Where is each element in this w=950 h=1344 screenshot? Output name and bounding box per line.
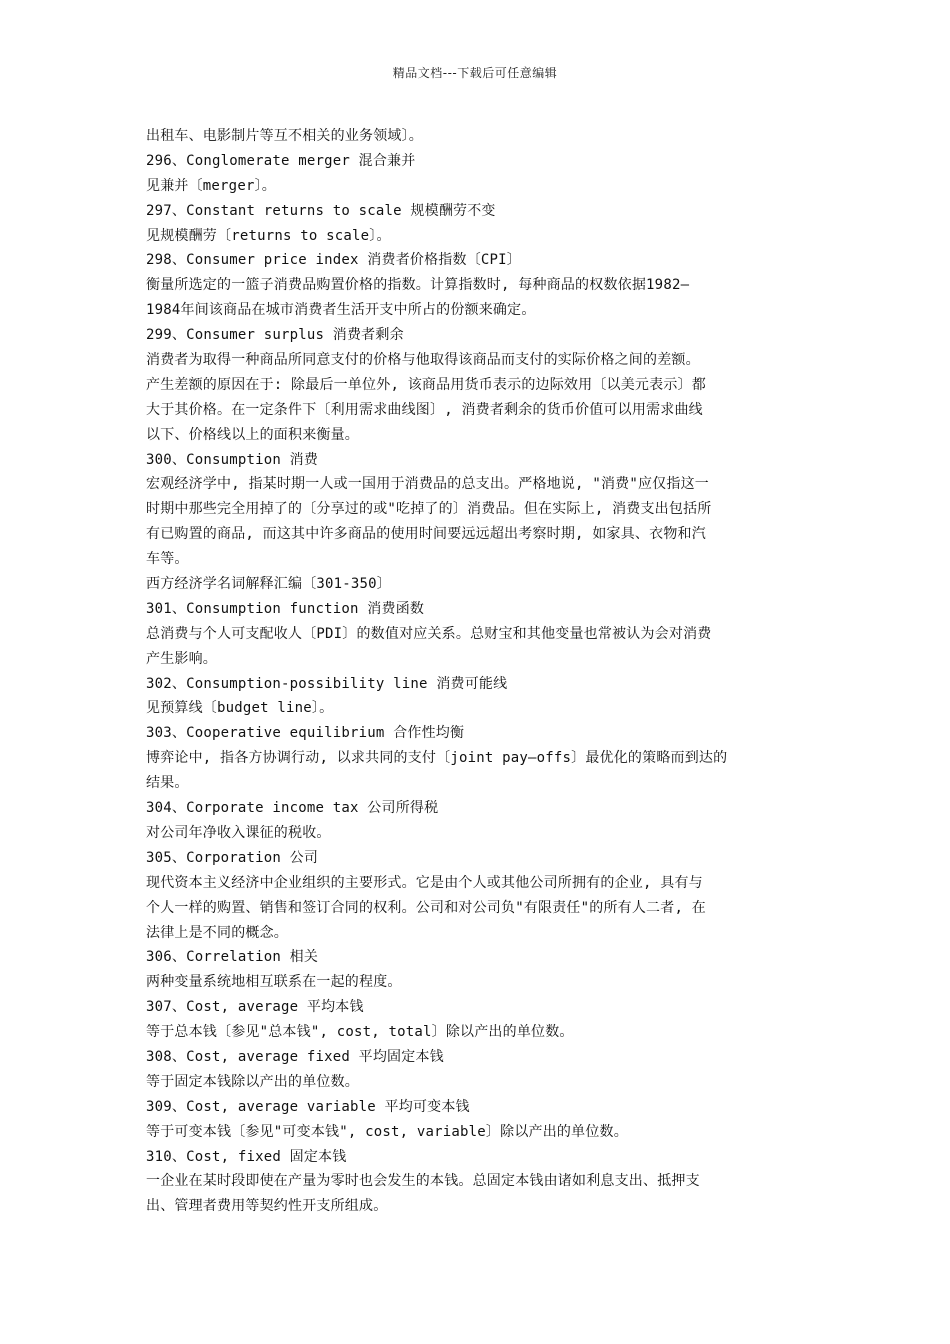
entry-heading-309: 309、Cost, average variable 平均可变本钱 [146,1098,470,1115]
entry-heading-297: 297、Constant returns to scale 规模酬劳不变 [146,202,496,219]
text-line: 出、管理者费用等契约性开支所组成。 [146,1198,388,1215]
entry-heading-303: 303、Cooperative equilibrium 合作性均衡 [146,725,465,742]
text-line: 大于其价格。在一定条件下〔利用需求曲线图〕, 消费者剩余的货币价值可以用需求曲线 [146,401,703,418]
text-line: 时期中那些完全用掉了的〔分享过的或"吃掉了的〕消费品。但在实际上, 消费支出包括所 [146,501,712,518]
text-line: 结果。 [146,775,189,792]
entry-heading-305: 305、Corporation 公司 [146,849,319,866]
entry-heading-307: 307、Cost, average 平均本钱 [146,999,364,1016]
text-line: 1984年间该商品在城市消费者生活开支中所占的份额来确定。 [146,302,536,319]
text-line: 法律上是不同的概念。 [146,924,288,941]
text-line: 对公司年净收入课征的税收。 [146,824,331,841]
text-line: 等于固定本钱除以产出的单位数。 [146,1073,359,1090]
entry-heading-299: 299、Consumer surplus 消费者剩余 [146,327,404,344]
text-line: 博弈论中, 指各方协调行动, 以求共同的支付〔joint pay—offs〕最优化的策略而到达的 [146,750,728,767]
text-line: 见兼并〔merger〕。 [146,177,276,194]
text-line: 一企业在某时段即使在产量为零时也会发生的本钱。总固定本钱由诸如利息支出、抵押支 [146,1173,700,1190]
entry-heading-306: 306、Correlation 相关 [146,949,319,966]
section-title: 西方经济学名词解释汇编〔301-350〕 [146,576,392,593]
text-line: 宏观经济学中, 指某时期一人或一国用于消费品的总支出。严格地说, "消费"应仅指这一 [146,476,709,493]
entry-heading-300: 300、Consumption 消费 [146,451,319,468]
text-line: 见规模酬劳〔returns to scale〕。 [146,227,391,244]
text-line: 两种变量系统地相互联系在一起的程度。 [146,974,402,991]
text-line: 出租车、电影制片等互不相关的业务领域〕。 [146,128,423,144]
entry-heading-298: 298、Consumer price index 消费者价格指数〔CPI〕 [146,252,521,269]
text-line: 等于总本钱〔参见"总本钱", cost, total〕除以产出的单位数。 [146,1024,574,1041]
text-line: 等于可变本钱〔参见"可变本钱", cost, variable〕除以产出的单位数。 [146,1123,628,1140]
text-line: 产生差额的原因在于: 除最后一单位外, 该商品用货币表示的边际效用〔以美元表示〕都 [146,376,706,393]
text-line: 消费者为取得一种商品所同意支付的价格与他取得该商品而支付的实际价格之间的差额。 [146,352,700,369]
text-line: 见预算线〔budget line〕。 [146,700,334,717]
entry-heading-301: 301、Consumption function 消费函数 [146,600,425,617]
entry-heading-304: 304、Corporate income tax 公司所得税 [146,800,439,817]
page-header: 精品文档---下载后可任意编辑 [392,66,558,80]
text-line: 以下、价格线以上的面积来衡量。 [146,426,359,443]
text-line: 个人一样的购置、销售和签订合同的权利。公司和对公司负"有限责任"的所有人二者, 在 [146,899,706,916]
text-line: 衡量所选定的一篮子消费品购置价格的指数。计算指数时, 每种商品的权数依据1982— [146,277,690,294]
document-body [146,124,814,1219]
text-line: 车等。 [146,551,189,568]
entry-heading-296: 296、Conglomerate merger 混合兼并 [146,152,416,169]
text-line: 总消费与个人可支配收人〔PDI〕的数值对应关系。总财宝和其他变量也常被认为会对消费 [146,625,712,642]
entry-heading-302: 302、Consumption-possibility line 消费可能线 [146,675,508,692]
entry-heading-310: 310、Cost, fixed 固定本钱 [146,1148,347,1165]
text-line: 有已购置的商品, 而这其中许多商品的使用时间要远远超出考察时期, 如家具、衣物和汽 [146,526,706,543]
text-line: 现代资本主义经济中企业组织的主要形式。它是由个人或其他公司所拥有的企业, 具有与 [146,874,703,891]
text-line: 产生影响。 [146,650,217,667]
entry-heading-308: 308、Cost, average fixed 平均固定本钱 [146,1048,444,1065]
